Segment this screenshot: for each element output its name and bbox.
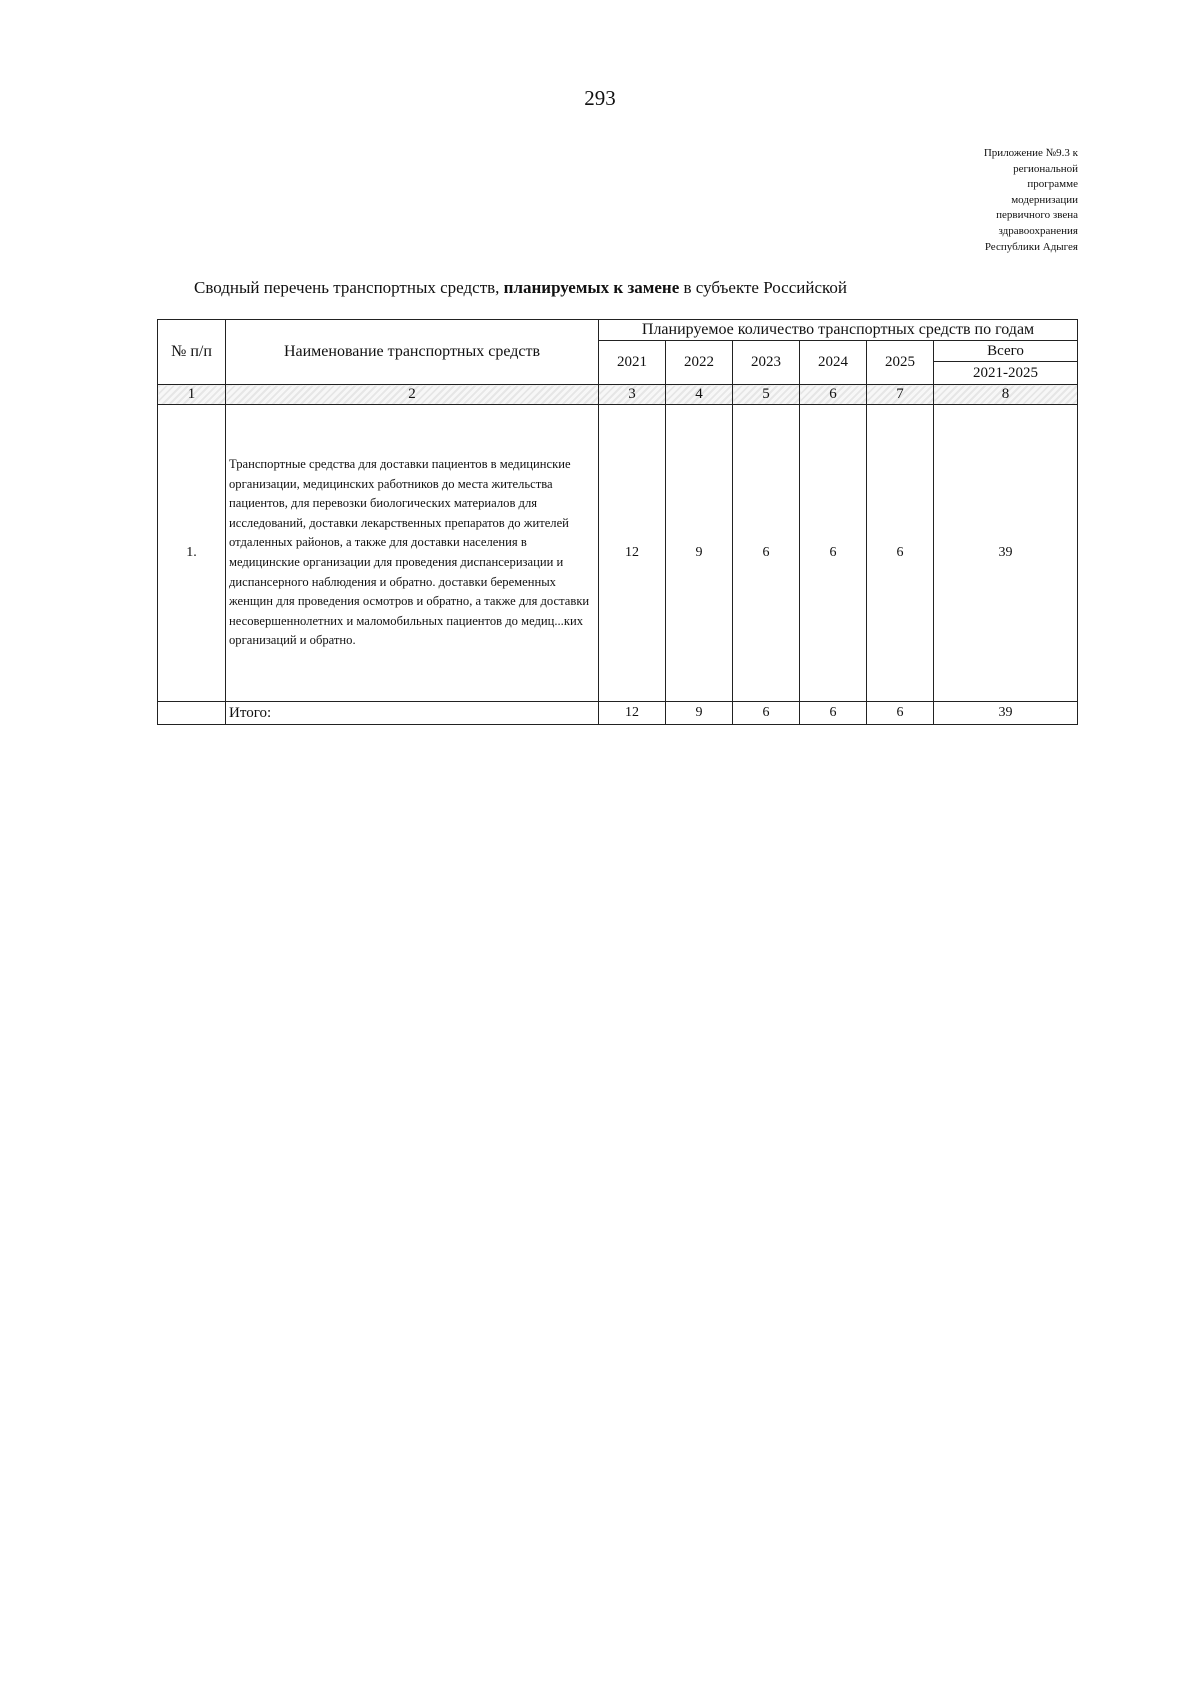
row-value: 6 bbox=[800, 405, 867, 702]
index-cell: 2 bbox=[226, 385, 599, 405]
annex-line: региональной bbox=[1013, 162, 1078, 175]
total-value: 6 bbox=[733, 702, 800, 725]
header-name: Наименование транспортных средств bbox=[226, 320, 599, 385]
total-value: 6 bbox=[800, 702, 867, 725]
header-year: 2021 bbox=[599, 341, 666, 385]
title-part1: Сводный перечень транспортных средств, bbox=[194, 278, 504, 297]
row-value: 12 bbox=[599, 405, 666, 702]
total-sum: 39 bbox=[934, 702, 1078, 725]
row-description: Транспортные средства для доставки пациентов в медицинские организации, медицинских работников до места жительства пациентов, для перевозки биологических материалов для исследований, доставки лекарственных препаратов до жителей отдаленных районов, а также для доставки населения в медицинские организации для проведения диспансеризации и диспансерного наблюдения и обратно. доставки беременных женщин для проведения осмотров и обратно, а также для доставки несовершеннолетних и маломобильных пациентов до медиц...ких организаций и обратно. bbox=[226, 405, 599, 702]
annex-line: Приложение №9.3 к bbox=[983, 147, 1078, 159]
header-year: 2024 bbox=[800, 341, 867, 385]
header-total-label: Всего bbox=[934, 341, 1078, 362]
total-value: 9 bbox=[666, 702, 733, 725]
index-cell: 4 bbox=[666, 385, 733, 405]
index-cell: 1 bbox=[158, 385, 226, 405]
annex-line: здравоохранения bbox=[998, 224, 1078, 237]
vehicles-table bbox=[157, 319, 1078, 725]
total-label: Итого: bbox=[226, 702, 599, 725]
index-cell: 8 bbox=[934, 385, 1078, 405]
total-value: 6 bbox=[867, 702, 934, 725]
annex-line: модернизации bbox=[1011, 193, 1078, 206]
index-cell: 5 bbox=[733, 385, 800, 405]
annex-line: Республики Адыгея bbox=[984, 240, 1078, 253]
annex-line: программе bbox=[1027, 178, 1078, 191]
header-year: 2025 bbox=[867, 341, 934, 385]
document-title bbox=[194, 278, 847, 298]
total-empty bbox=[158, 702, 226, 725]
page-number: 293 bbox=[584, 86, 616, 110]
index-cell: 3 bbox=[599, 385, 666, 405]
total-value: 12 bbox=[599, 702, 666, 725]
row-total: 39 bbox=[934, 405, 1078, 702]
row-value: 6 bbox=[867, 405, 934, 702]
row-value: 6 bbox=[733, 405, 800, 702]
title-part2-bold: планируемых к замене bbox=[503, 278, 680, 297]
annex-note bbox=[878, 146, 1078, 255]
row-value: 9 bbox=[666, 405, 733, 702]
header-total-range: 2021-2025 bbox=[934, 362, 1078, 385]
table-row bbox=[158, 405, 1078, 702]
header-year: 2022 bbox=[666, 341, 733, 385]
header-num: № п/п bbox=[158, 320, 226, 385]
index-cell: 7 bbox=[867, 385, 934, 405]
row-num: 1. bbox=[158, 405, 226, 702]
annex-line: первичного звена bbox=[996, 209, 1078, 222]
title-part3: в субъекте Российской bbox=[679, 278, 848, 297]
total-row bbox=[158, 702, 1078, 725]
header-group: Планируемое количество транспортных средств по годам bbox=[599, 320, 1078, 341]
header-year: 2023 bbox=[733, 341, 800, 385]
index-cell: 6 bbox=[800, 385, 867, 405]
